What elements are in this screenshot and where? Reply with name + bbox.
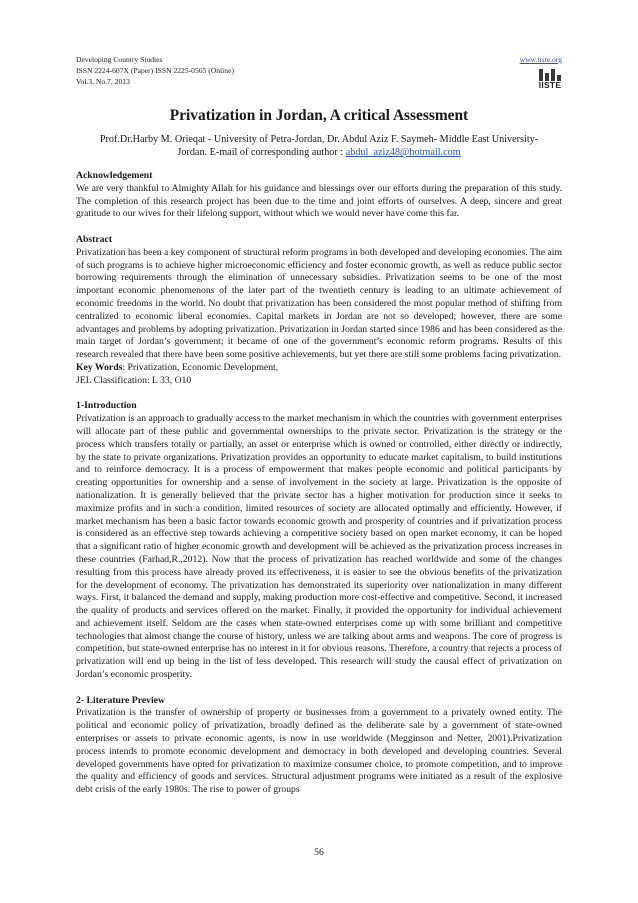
keywords-line xyxy=(76,362,562,375)
journal-volume: Vol.3, No.7, 2013 xyxy=(76,76,130,86)
paper-title: Privatization in Jordan, A critical Assessment xyxy=(169,107,469,124)
paper-body xyxy=(76,170,562,810)
literature-text: Privatization is the transfer of ownership of property or businesses from a government to a privately owned entity. The political and economic policy of privatization, broadly defined as the deliberate sale by a government of state-owned enterprises or assets to private economic agents, is now in use worldwide (Megginson and Netter, 2001).Privatization process intends to promote economic development and democracy in both developed and developing countries. Several developed governments have opted for privatization to maximize consumer choice, to promote competition, and to improve the quality and efficiency of goods and services. Structural adjustment programs were initiated as a result of the explosive debt crisis of the early 1980s. The rise to power of groups xyxy=(76,707,562,796)
logo-text: IISTE xyxy=(538,80,562,90)
introduction-heading: 1-Introduction xyxy=(76,400,137,412)
keywords-text: : Privatization, Economic Development, xyxy=(122,361,279,373)
acknowledgement-section xyxy=(76,170,562,221)
iiste-logo xyxy=(539,69,561,91)
journal-name: Developing Country Studies xyxy=(76,55,163,64)
journal-header xyxy=(76,55,562,95)
journal-meta xyxy=(76,55,234,87)
authors-line-1: Prof.Dr.Harby M. Orieqat - University of Petra-Jordan, Dr. Abdul Aziz F. Saymeh- Middle East University- xyxy=(99,134,539,145)
authors-line-2 xyxy=(80,146,558,159)
abstract-section xyxy=(76,234,562,388)
literature-section xyxy=(76,695,562,797)
acknowledgement-heading: Acknowledgement xyxy=(76,170,153,181)
journal-issn: ISSN 2224-607X (Paper) ISSN 2225-0565 (Online) xyxy=(76,65,234,75)
acknowledgement-text: We are very thankful to Almighty Allah for his guidance and blessings over our efforts during the preparation of this study. The completion of this research project has been due to the time and joint efforts of ourselves. A deep, sincere and great gratitude to our wives for their lifelong support, without which we would never have come this far. xyxy=(76,182,562,220)
authors-line-2-prefix: Jordan. E-mail of corresponding author : xyxy=(177,147,346,159)
introduction-text: Privatization is an approach to gradually access to the market mechanism in which the countries with government enterprises will allocate part of these public and governmental ownerships to the private sector. Privatization is the strategy or the process which transfers totally or partially, an asset or enterprise which is owned or controlled, either directly or indirectly, by the state to private organizations. Privatization provides an opportunity to educate market capitalism, to build institutions and to reinforce democracy. It is a process of empowerment that makes people economic and political participants by creating opportunities for ownership and a sense of involvement in the society at large. Privatization is the opposite of nationalization. It is generally believed that the private sector has a higher motivation for production since it seeks to maximize profits and in such a condition, limited resources of society are allocated optimally and efficiently. However, if market mechanism has been a basic factor towards economic growth and prosperity of countries and if privatization process is considered as an effective step towards achieving a competitive society based on open market economy, it can be hoped that a significant ratio of higher economic growth and development will be achieved as the privatization process increases in these countries (Farhad,R.,2012). Now that the process of privatization has reached worldwide and some of the changes resulting from this process have already proved its effectiveness, it is easier to see the obvious benefits of the privatization for the development of economy. The privatization has demonstrated its superiority over nationalization in many different ways. First, it balanced the demand and supply, making production more cost-effective and competitive. Second, it increased the quality of products and services offered on the market. Finally, it provided the opportunity for individual achievement and achievement itself. Seldom are the cases when state-owned enterprises come up with some brilliant and competitive technologies that almost change the course of history, unless we are talking about arms and weapons. The core of progress is competition, but state-owned enterprise has no interest in it for obvious reasons. Therefore, a country that rejects a process of privatization will end up being in the list of less developed. This research will study the causal effect of privatization on Jordan’s economic prosperity. xyxy=(76,413,562,681)
author-email-link[interactable]: abdul_aziz48@hotmail.com xyxy=(345,147,461,159)
journal-url-link[interactable]: www.iiste.org xyxy=(519,55,562,64)
introduction-section xyxy=(76,400,562,682)
page-number: 56 xyxy=(314,847,324,858)
abstract-heading: Abstract xyxy=(76,233,113,245)
keywords-label: Key Words xyxy=(76,361,123,373)
abstract-text: Privatization has been a key component of structural reform programs in both developed and developing economies. The aim of such programs is to achieve higher microeconomic efficiency and foster economic growth, as well as reduce public sector borrowing requirements through the elimination of unnecessary subsidies. Privatization seems to be one of the most important economic phenomenons of the later part of the twentieth century is leading to an ultimate achievement of economic freedoms in the world. No doubt that privatization has been considered the most popular method of shifting from centralized to economic liberal economies. Capital markets in Jordan are not so developed; however, there are some advantages and problems by adopting privatization. Privatization in Jordan started since 1986 and has been considered as the main target of Jordan’s government; it became of one of the government’s economic reform programs. Results of this research revealed that there have been some positive achievements, but yet there are still some problems facing privatization. xyxy=(76,246,562,361)
jel-classification: JEL Classification: L 33, O10 xyxy=(76,374,192,386)
paper-authors xyxy=(80,133,558,160)
literature-heading: 2- Literature Preview xyxy=(76,694,165,706)
